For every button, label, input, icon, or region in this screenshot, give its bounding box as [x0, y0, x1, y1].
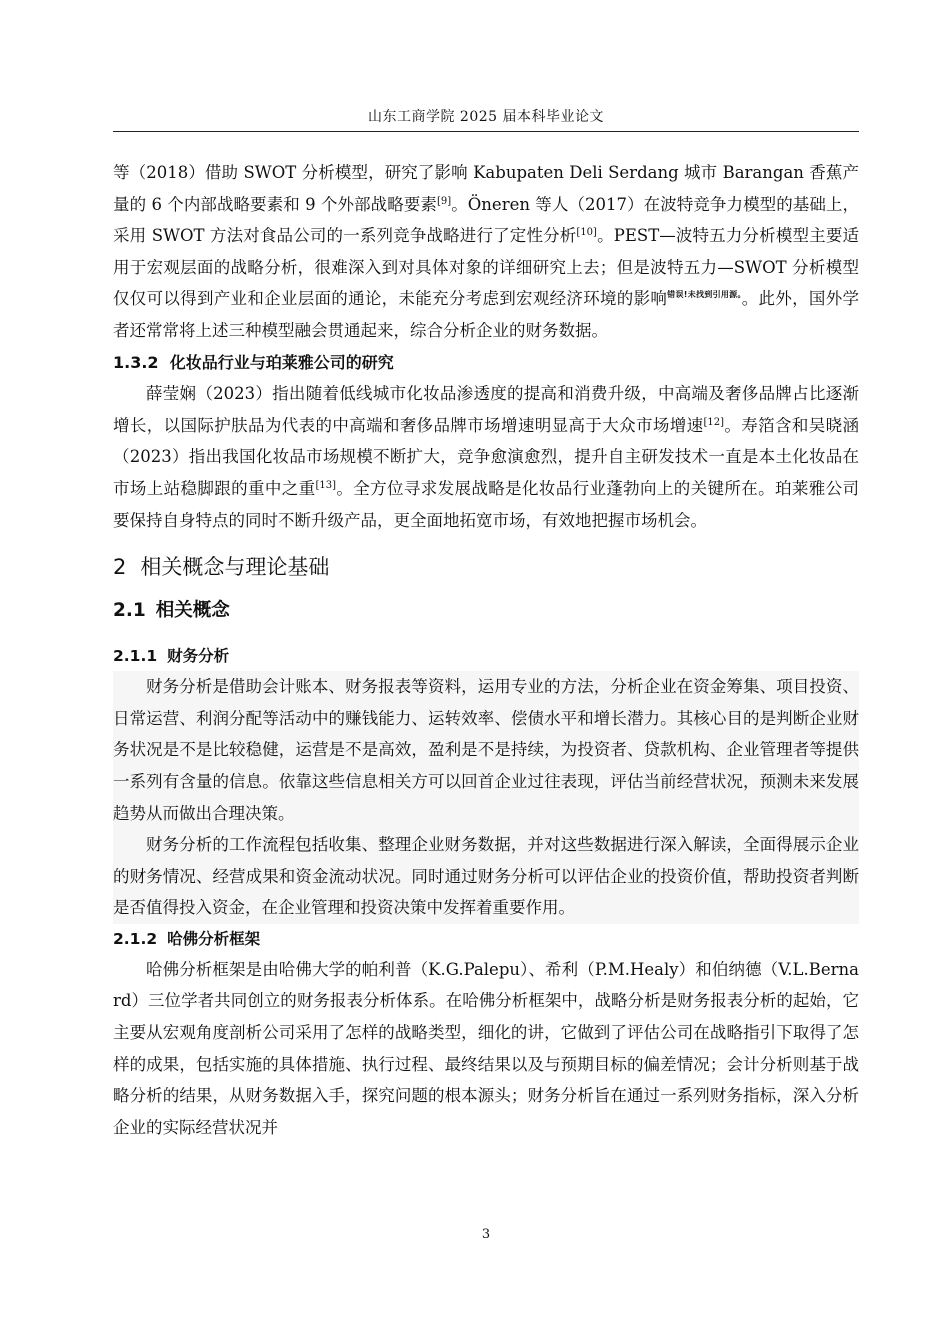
- paragraph-financial-analysis-process: 财务分析的工作流程包括收集、整理企业财务数据，并对这些数据进行深入解读，全面得展示企业的财务情况、经营成果和资金流动状况。同时通过财务分析可以评估企业的投资价值，帮助投资者判断是否值得投入资金，在企业管理和投资决策中发挥着重要作用。: [113, 829, 859, 924]
- running-header: 山东工商学院 2025 届本科毕业论文: [367, 109, 605, 125]
- citation-ref[interactable]: [9]: [436, 195, 452, 207]
- section-number: 2.1.2: [113, 929, 158, 948]
- citation-ref[interactable]: [10]: [576, 227, 597, 239]
- paragraph-text: 等（2018）借助 SWOT 分析模型，研究了影响 Kabupaten Deli Serdang 城市 Barangan 香蕉产量的 6 个内部战略要素和 9 个外部战略要素: [113, 163, 859, 214]
- page-number: 3: [481, 1227, 491, 1242]
- section-heading-2-1: [113, 597, 859, 625]
- section-number: 1.3.2: [113, 352, 159, 372]
- section-title: 相关概念: [155, 600, 230, 622]
- section-number: 2.1.1: [113, 647, 158, 666]
- header-rule: [113, 131, 859, 132]
- reference-error-marker: 错误!未找到引用源。: [667, 290, 742, 300]
- paragraph-harvard-framework: 哈佛分析框架是由哈佛大学的帕利普（K.G.Palepu）、希利（P.M.Healy）和伯纳德（V.L.Bernard）三位学者共同创立的财务报表分析体系。在哈佛分析框架中，战略分析是财务报表分析的起始，它主要从宏观角度剖析公司采用了怎样的战略类型，细化的讲，它做到了评估公司在战略指引下取得了怎样的成果，包括实施的具体措施、执行过程、最终结果以及与预期目标的偏差情况；会计分析则基于战略分析的结果，从财务数据入手，探究问题的根本源头；财务分析旨在通过一系列财务指标，深入分析企业的实际经营状况并: [113, 959, 859, 1137]
- page-body: [113, 157, 859, 1143]
- section-title: 财务分析: [167, 647, 230, 666]
- citation-ref[interactable]: [12]: [703, 416, 725, 428]
- chapter-title: 相关概念与理论基础: [140, 555, 330, 580]
- chapter-number: 2: [113, 555, 127, 580]
- chapter-heading-2: [113, 553, 859, 581]
- section-heading-1-3-2: [113, 347, 859, 379]
- paragraph-text: 。寿箔含和吴晓涵（2023）指出我国化妆品市场规模不断扩大，竞争愈演愈烈，提升自主研发技术一直是本土化妆品在市场上站稳脚跟的重中之重: [113, 415, 860, 498]
- paragraph-text: 。Öneren 等人（2017）在波特竞争力模型的基础上，采用 SWOT 方法对食品公司的一系列竞争战略进行了定性分析: [113, 194, 859, 246]
- section-title: 化妆品行业与珀莱雅公司的研究: [169, 352, 394, 372]
- citation-ref[interactable]: [13]: [315, 479, 336, 491]
- paragraph-swot-review: [113, 157, 859, 347]
- subsection-heading-2-1-2: [113, 924, 859, 954]
- paragraph-financial-analysis-definition: 财务分析是借助会计账本、财务报表等资料，运用专业的方法，分析企业在资金筹集、项目投资、日常运营、利润分配等活动中的赚钱能力、运转效率、偿债水平和增长潜力。其核心目的是判断企业财务状况是不是比较稳健，运营是不是高效，盈利是不是持续，为投资者、贷款机构、企业管理者等提供一系列有含量的信息。依靠这些信息相关方可以回首企业过往表现，评估当前经营状况，预测未来发展趋势从而做出合理决策。: [113, 671, 859, 829]
- paragraph-text: 。全方位寻求发展战略是化妆品行业蓬勃向上的关键所在。珀莱雅公司要保持自身特点的同时不断升级产品，更全面地拓宽市场，有效地把握市场机会。: [113, 478, 860, 530]
- section-number: 2.1: [113, 600, 146, 622]
- paragraph-cosmetics-review: [113, 378, 859, 536]
- paragraph-text: 。此外，国外学者还常常将上述三种模型融会贯通起来，综合分析企业的财务数据。: [113, 289, 860, 340]
- subsection-heading-2-1-1: [113, 641, 859, 671]
- paragraph-text: 。PEST—波特五力分析模型主要适用于宏观层面的战略分析，很难深入到对具体对象的详细研究上去；但是波特五力—SWOT 分析模型仅仅可以得到产业和企业层面的通论，未能充分考虑到宏观经济环境的影响: [113, 226, 859, 309]
- paragraph-text: 薛莹娴（2023）指出随着低线城市化妆品渗透度的提高和消费升级，中高端及奢侈品牌占比逐渐增长，以国际护肤品为代表的中高端和奢侈品牌市场增速明显高于大众市场增速: [113, 384, 859, 435]
- section-title: 哈佛分析框架: [167, 929, 261, 948]
